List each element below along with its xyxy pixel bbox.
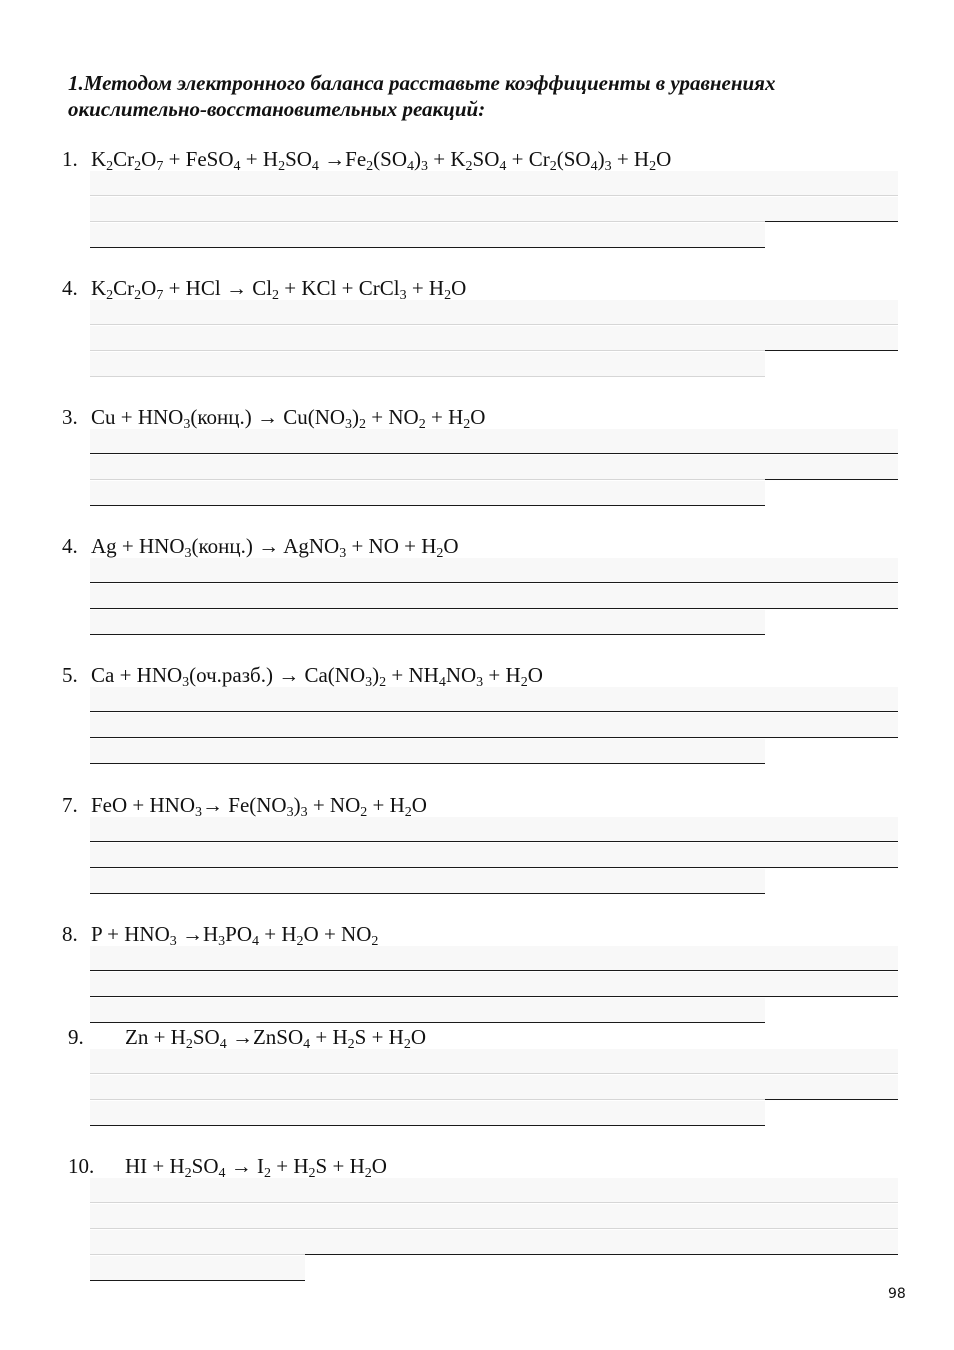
formula-text: K <box>91 147 107 171</box>
answer-area-shade <box>90 946 898 970</box>
subscript: 7 <box>156 159 164 174</box>
subscript: 3 <box>339 546 347 561</box>
formula-text: PO <box>225 922 253 946</box>
subscript: 4 <box>218 1166 226 1181</box>
subscript: 2 <box>106 159 114 174</box>
answer-line[interactable] <box>305 1254 898 1255</box>
subscript: 3 <box>345 417 353 432</box>
formula-text: ) <box>414 147 422 171</box>
formula-text: + NO <box>366 405 419 429</box>
formula-text: Ag + HNO <box>91 534 185 558</box>
answer-area-shade <box>90 429 898 453</box>
subscript: 2 <box>520 675 528 690</box>
answer-line[interactable] <box>765 479 898 480</box>
formula-text: Ca + HNO <box>91 663 183 687</box>
answer-line[interactable] <box>90 970 898 971</box>
answer-line[interactable] <box>90 1228 898 1229</box>
subscript: 3 <box>476 675 484 690</box>
formula-text: + H <box>406 276 445 300</box>
subscript: 2 <box>360 805 368 820</box>
formula-text: O <box>410 1025 427 1049</box>
exercise-number: 5. <box>62 663 78 687</box>
answer-line[interactable] <box>90 582 898 583</box>
answer-line[interactable] <box>90 737 898 738</box>
exercise-number: 4. <box>62 534 78 558</box>
formula-text: SO <box>472 147 500 171</box>
answer-line[interactable] <box>90 1022 765 1023</box>
subscript: 2 <box>366 159 374 174</box>
subscript: 2 <box>549 159 557 174</box>
reaction-equation <box>91 275 466 301</box>
answer-line[interactable] <box>90 505 765 506</box>
formula-text: (оч.разб.) → Ca(NO <box>189 663 366 687</box>
formula-text: HI + H <box>125 1154 185 1178</box>
answer-line[interactable] <box>90 893 765 894</box>
answer-area-shade <box>90 481 765 505</box>
subscript: 2 <box>134 288 142 303</box>
answer-area-shade <box>90 843 898 867</box>
answer-line[interactable] <box>90 996 898 997</box>
formula-text: SO <box>285 147 312 171</box>
answer-line[interactable] <box>90 867 898 868</box>
formula-text: →Fe <box>318 147 367 171</box>
subscript: 2 <box>418 417 426 432</box>
answer-area-shade <box>90 1075 898 1099</box>
formula-text: O <box>527 663 543 687</box>
formula-text: (SO <box>373 147 408 171</box>
subscript: 2 <box>347 1037 355 1052</box>
answer-line[interactable] <box>90 634 765 635</box>
exercise-number: 9. <box>68 1025 84 1049</box>
reaction-equation <box>91 404 485 430</box>
task-heading-line-2: окислительно-восстановительных реакций: <box>68 97 486 121</box>
exercise-number: 3. <box>62 405 78 429</box>
answer-area-shade <box>90 1049 898 1073</box>
subscript: 2 <box>371 934 379 949</box>
formula-text: SO <box>191 1154 219 1178</box>
formula-text: + NO + H <box>346 534 437 558</box>
subscript: 2 <box>403 1037 411 1052</box>
answer-area-shade <box>90 713 898 737</box>
exercise-number: 8. <box>62 922 78 946</box>
subscript: 4 <box>311 159 319 174</box>
formula-text: + HCl → Cl <box>163 276 273 300</box>
answer-line[interactable] <box>90 608 898 609</box>
formula-text: O <box>371 1154 387 1178</box>
subscript: 3 <box>399 288 407 303</box>
subscript: 3 <box>604 159 612 174</box>
formula-text: S + H <box>315 1154 365 1178</box>
answer-line[interactable] <box>90 763 765 764</box>
answer-area-shade <box>90 197 898 221</box>
answer-area-shade <box>90 1101 765 1125</box>
subscript: 4 <box>438 675 446 690</box>
formula-text: ) <box>597 147 605 171</box>
formula-text: ) <box>372 663 380 687</box>
reaction-equation <box>91 146 671 172</box>
subscript: 7 <box>156 288 164 303</box>
formula-text: + FeSO <box>163 147 234 171</box>
subscript: 2 <box>308 1166 316 1181</box>
answer-line[interactable] <box>90 711 898 712</box>
answer-line[interactable] <box>90 1073 898 1074</box>
formula-text: + H <box>611 147 650 171</box>
subscript: 3 <box>421 159 429 174</box>
formula-text: →H <box>176 922 219 946</box>
subscript: 4 <box>303 1037 311 1052</box>
answer-area-shade <box>90 584 898 608</box>
formula-text: (конц.) → AgNO <box>191 534 340 558</box>
exercise-number: 10. <box>68 1154 95 1178</box>
subscript: 2 <box>296 934 304 949</box>
formula-text: + KCl + CrCl <box>279 276 400 300</box>
subscript: 2 <box>465 159 473 174</box>
answer-area-shade <box>90 300 898 324</box>
formula-text: + H <box>425 405 464 429</box>
answer-area-shade <box>90 1204 898 1228</box>
subscript: 3 <box>218 934 226 949</box>
exercise-number: 1. <box>62 147 78 171</box>
answer-area-shade <box>90 455 898 479</box>
formula-text: ) <box>293 793 301 817</box>
formula-text: ) <box>352 405 360 429</box>
subscript: 3 <box>300 805 308 820</box>
formula-text: + H <box>483 663 521 687</box>
answer-line[interactable] <box>90 1202 898 1203</box>
answer-area-shade <box>90 610 765 634</box>
formula-text: K <box>91 276 107 300</box>
formula-text: Cr <box>113 147 135 171</box>
formula-text: O <box>470 405 486 429</box>
subscript: 2 <box>379 675 387 690</box>
subscript: 2 <box>106 288 114 303</box>
subscript: 2 <box>184 1166 192 1181</box>
formula-text: + K <box>428 147 466 171</box>
subscript: 2 <box>359 417 367 432</box>
formula-text: O <box>451 276 467 300</box>
subscript: 4 <box>590 159 598 174</box>
formula-text: + H <box>310 1025 348 1049</box>
answer-area-shade <box>90 1256 305 1280</box>
answer-area-shade <box>90 223 765 247</box>
reaction-equation <box>91 921 378 947</box>
answer-line[interactable] <box>90 247 765 248</box>
subscript: 2 <box>404 805 412 820</box>
answer-line[interactable] <box>90 376 765 377</box>
formula-text: O <box>141 147 157 171</box>
formula-text: O <box>443 534 459 558</box>
answer-area-shade <box>90 972 898 996</box>
formula-text: Zn + H <box>125 1025 186 1049</box>
task-heading-line-1: 1.Методом электронного баланса расставьте коэффициенты в уравнениях <box>68 71 776 95</box>
answer-line[interactable] <box>90 1125 765 1126</box>
answer-line[interactable] <box>765 221 898 222</box>
answer-area-shade <box>90 687 898 711</box>
answer-area-shade <box>90 352 765 376</box>
formula-text: Cr <box>113 276 135 300</box>
subscript: 2 <box>444 288 452 303</box>
answer-area-shade <box>90 1178 898 1202</box>
answer-area-shade <box>90 817 898 841</box>
subscript: 3 <box>183 417 191 432</box>
subscript: 3 <box>195 805 203 820</box>
subscript: 2 <box>278 159 286 174</box>
page-number: 98 <box>888 1286 906 1302</box>
subscript: 2 <box>272 288 280 303</box>
subscript: 4 <box>499 159 507 174</box>
reaction-equation <box>125 1153 387 1179</box>
answer-line[interactable] <box>90 841 898 842</box>
formula-text: (SO <box>556 147 591 171</box>
formula-text: + H <box>367 793 405 817</box>
formula-text: → I <box>225 1154 265 1178</box>
formula-text: O <box>411 793 427 817</box>
formula-text: O + NO <box>303 922 372 946</box>
formula-text: + H <box>240 147 279 171</box>
subscript: 3 <box>182 675 190 690</box>
answer-line[interactable] <box>765 1099 898 1100</box>
answer-line[interactable] <box>90 453 898 454</box>
subscript: 3 <box>184 546 192 561</box>
formula-text: O <box>141 276 157 300</box>
exercise-number: 4. <box>62 276 78 300</box>
subscript: 2 <box>185 1037 193 1052</box>
formula-text: NO <box>445 663 477 687</box>
subscript: 4 <box>252 934 260 949</box>
answer-area-shade <box>90 171 898 195</box>
formula-text: + Cr <box>506 147 550 171</box>
reaction-equation <box>91 533 459 559</box>
exercise-number: 7. <box>62 793 78 817</box>
answer-line[interactable] <box>90 324 898 325</box>
subscript: 2 <box>649 159 657 174</box>
formula-text: + H <box>259 922 297 946</box>
formula-text: Cu + HNO <box>91 405 184 429</box>
formula-text: (конц.) → Cu(NO <box>190 405 346 429</box>
answer-area-shade <box>90 998 765 1022</box>
answer-line[interactable] <box>90 1280 305 1281</box>
formula-text: FeO + HNO <box>91 793 196 817</box>
subscript: 3 <box>286 805 294 820</box>
formula-text: P + HNO <box>91 922 170 946</box>
answer-area-shade <box>90 739 765 763</box>
subscript: 4 <box>233 159 241 174</box>
answer-line[interactable] <box>765 350 898 351</box>
subscript: 2 <box>364 1166 372 1181</box>
subscript: 3 <box>169 934 177 949</box>
formula-text: + NO <box>307 793 361 817</box>
subscript: 4 <box>219 1037 227 1052</box>
subscript: 2 <box>134 159 142 174</box>
formula-text: S + H <box>354 1025 404 1049</box>
formula-text: + NH <box>386 663 439 687</box>
reaction-equation <box>125 1024 426 1050</box>
task-heading <box>68 70 908 122</box>
formula-text: SO <box>192 1025 220 1049</box>
answer-area-shade <box>90 558 898 582</box>
subscript: 3 <box>365 675 373 690</box>
answer-line[interactable] <box>90 1254 305 1255</box>
formula-text: + H <box>271 1154 309 1178</box>
answer-line[interactable] <box>90 195 898 196</box>
subscript: 2 <box>264 1166 272 1181</box>
subscript: 2 <box>463 417 471 432</box>
reaction-equation <box>91 792 427 818</box>
formula-text: O <box>656 147 672 171</box>
subscript: 2 <box>436 546 444 561</box>
answer-area-shade <box>90 869 765 893</box>
formula-text: →ZnSO <box>226 1025 304 1049</box>
reaction-equation <box>91 662 543 688</box>
answer-area-shade <box>90 326 898 350</box>
subscript: 4 <box>407 159 415 174</box>
formula-text: → Fe(NO <box>202 793 287 817</box>
answer-area-shade <box>90 1230 898 1254</box>
